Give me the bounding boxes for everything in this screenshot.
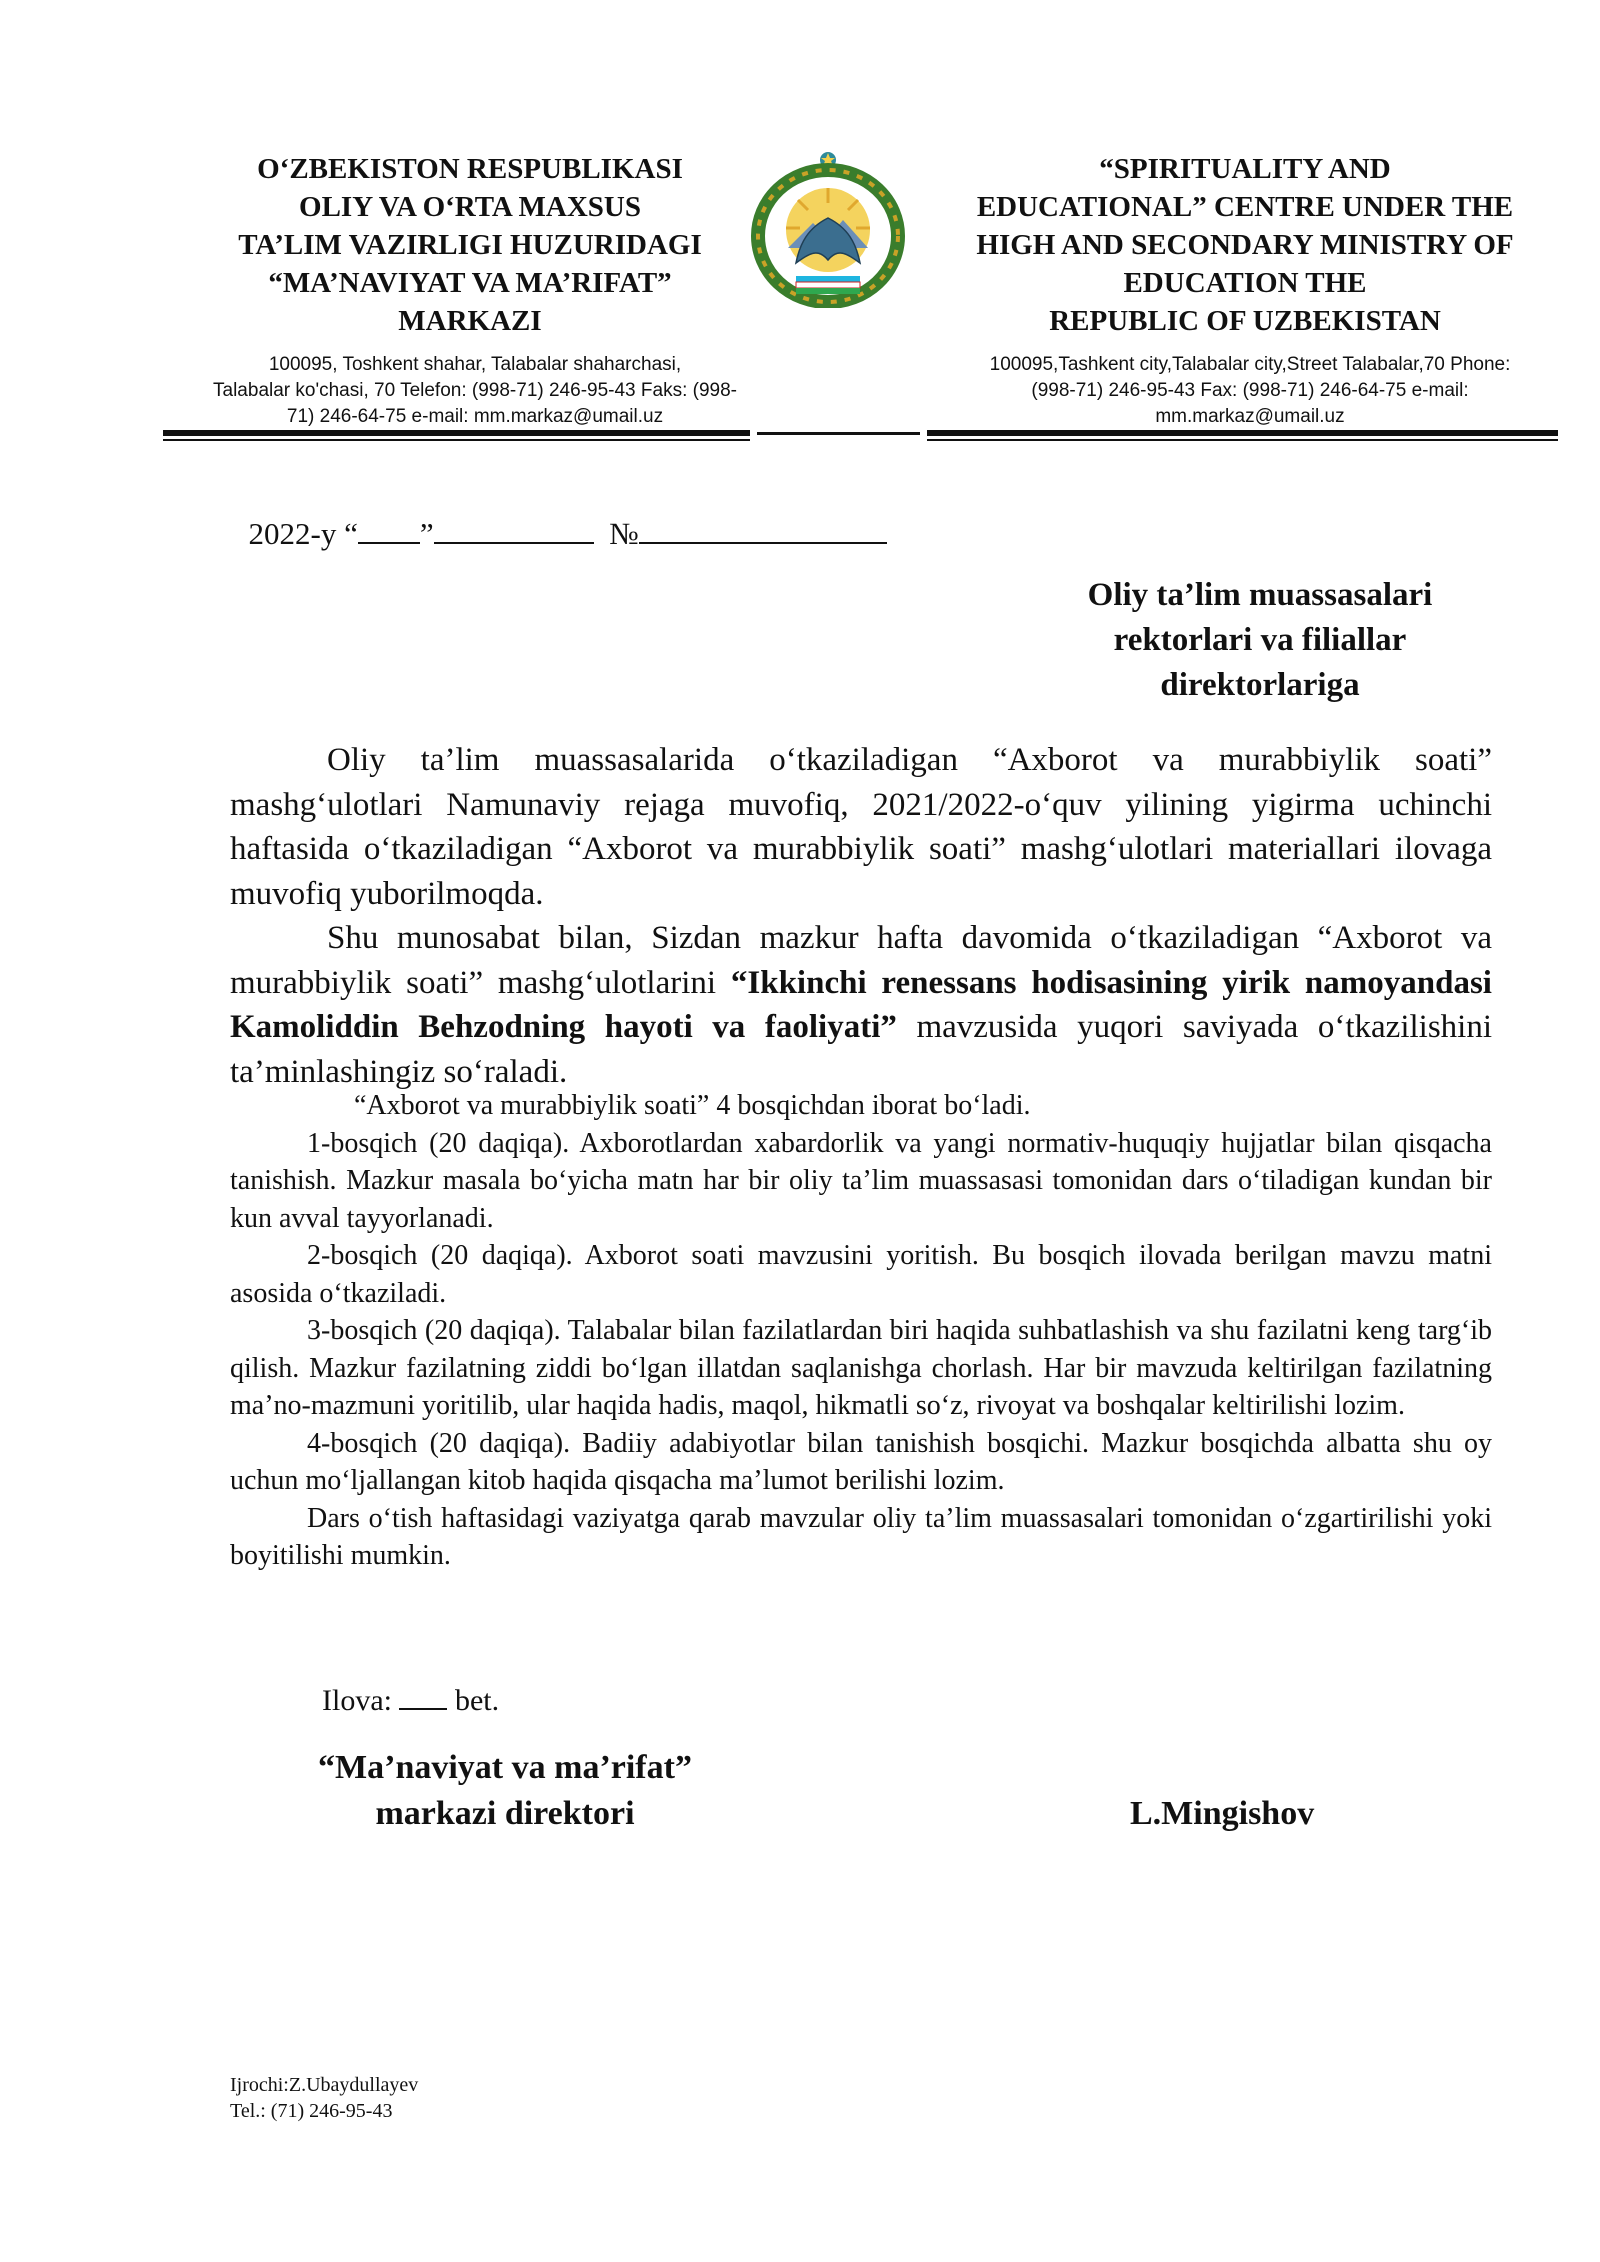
org-address-uz: 100095, Toshkent shahar, Talabalar shaharchasi, Talabalar ko'chasi, 70 Telefon: (998-71) 246-95-43 Faks: (998- 71) 246-64-75 e-mail: mm.markaz@umail.uz (213, 354, 737, 427)
org-address-en: 100095,Tashkent city,Talabalar city,Street Talabalar,70 Phone: (998-71) 246-95-43 Fax: (998-71) 246-64-75 e-mail: mm.markaz@umail.uz (989, 354, 1511, 427)
topic-title: “Ikkinchi renessans hodisasining yirik namoyandasi Kamoliddin Behzodning hayoti va faoliyati” (230, 964, 1492, 1045)
stage-1: 1-bosqich (20 daqiqa). Axborotlardan xabardorlik va yangi normativ-huquqiy hujjatlar bilan qisqacha tanishish. Mazkur masala bo‘yicha matn har bir oliy ta’lim muassasasi tomonidan dars o‘tiladigan kundan bir kun avval tayyorlanadi. (230, 1127, 1492, 1234)
letter-body-main (230, 738, 1492, 1094)
signature-org: “Ma’naviyat va ma’rifat” markazi direktori (318, 1749, 692, 1832)
attachment-label: Ilova: (322, 1684, 392, 1717)
stage-4: 4-bosqich (20 daqiqa). Badiiy adabiyotlar bilan tanishish bosqichi. Mazkur bosqichda albatta shu oy uchun mo‘ljallangan kitob haqida qisqacha ma’lumot berilishi lozim. (230, 1427, 1492, 1496)
attachment-pages-blank (399, 1684, 447, 1710)
month-blank (434, 516, 594, 544)
header-divider-center (757, 432, 920, 435)
number-sign: № (609, 516, 639, 551)
executor-name: Ijrochi:Z.Ubaydullayev (230, 2074, 419, 2096)
day-blank (358, 516, 420, 544)
reference-year: 2022-y “ (248, 516, 358, 551)
uzbekistan-state-emblem-icon (748, 148, 908, 308)
reference-close-quote: ” (419, 516, 434, 551)
closing-paragraph: Dars o‘tish haftasidagi vaziyatga qarab mavzular oliy ta’lim muassasalari tomonidan o‘zgartirilishi yoki boyitilishi mumkin. (230, 1502, 1492, 1571)
header-left (160, 150, 780, 340)
paragraph-2: Shu munosabat bilan, Sizdan mazkur hafta davomida o‘tkaziladigan “Axborot va murabbiylik soati” mashg‘ulotlarini “Ikkinchi renessans hodisasining yirik namoyandasi Kamoliddin Behzodning hayoti va faoliyati” mavzusida yuqori saviyada o‘tkazilishini ta’minlashingiz so‘raladi. (230, 920, 1492, 1090)
addressee: Oliy ta’lim muassasalari rektorlari va filiallar direktorlariga (1087, 577, 1433, 703)
header-divider-gap (750, 428, 927, 442)
attachment-suffix: bet. (447, 1684, 500, 1717)
reference-line (233, 480, 887, 552)
org-name-en: “SPIRITUALITY AND EDUCATIONAL” CENTRE UNDER THE HIGH AND SECONDARY MINISTRY OF EDUCATION THE REPUBLIC OF UZBEKISTAN (976, 153, 1514, 337)
stage-3: 3-bosqich (20 daqiqa). Talabalar bilan fazilatlardan biri haqida suhbatlashish va shu fazilatni keng targ‘ib qilish. Mazkur fazilatning ziddi bo‘lgan illatdan saqlanishga chorlash. Har bir mavzuda keltirilgan fazilatning ma’no-mazmuni yoritilib, ular haqida hadis, maqol, hikmatli so‘z, rivoyat va boshqalar keltirilishi lozim. (230, 1315, 1492, 1421)
executor-phone: Tel.: (71) 246-95-43 (230, 2100, 393, 2122)
number-blank (639, 516, 887, 544)
attachment-line (307, 1650, 499, 1718)
paragraph-1: Oliy ta’lim muassasalarida o‘tkaziladigan “Axborot va murabbiylik soati” mashg‘ulotlari Namunaviy rejaga muvofiq, 2021/2022-o‘quv yilining yigirma uchinchi haftasida o‘tkaziladigan “Axborot va murabbiylik soati” mashg‘ulotlari materiallari ilovaga muvofiq yuborilmoqda. (230, 742, 1492, 912)
letter-body-stages (230, 1087, 1492, 1575)
stage-2: 2-bosqich (20 daqiqa). Axborot soati mavzusini yoritish. Bu bosqich ilovada berilgan mavzu matni asosida o‘tkaziladi. (230, 1240, 1492, 1309)
header-right (925, 150, 1565, 340)
stages-intro: “Axborot va murabbiylik soati” 4 bosqichdan iborat bo‘ladi. (354, 1090, 1031, 1121)
state-emblem (748, 148, 908, 308)
signature-name: L.Mingishov (1130, 1795, 1315, 1832)
executor-info (230, 2072, 418, 2124)
org-name-uz: O‘ZBEKISTON RESPUBLIKASI OLIY VA O‘RTA MAXSUS TA’LIM VAZIRLIGI HUZURIDAGI “MA’NAVIYAT VA MA’RIFAT” MARKAZI (238, 153, 702, 337)
